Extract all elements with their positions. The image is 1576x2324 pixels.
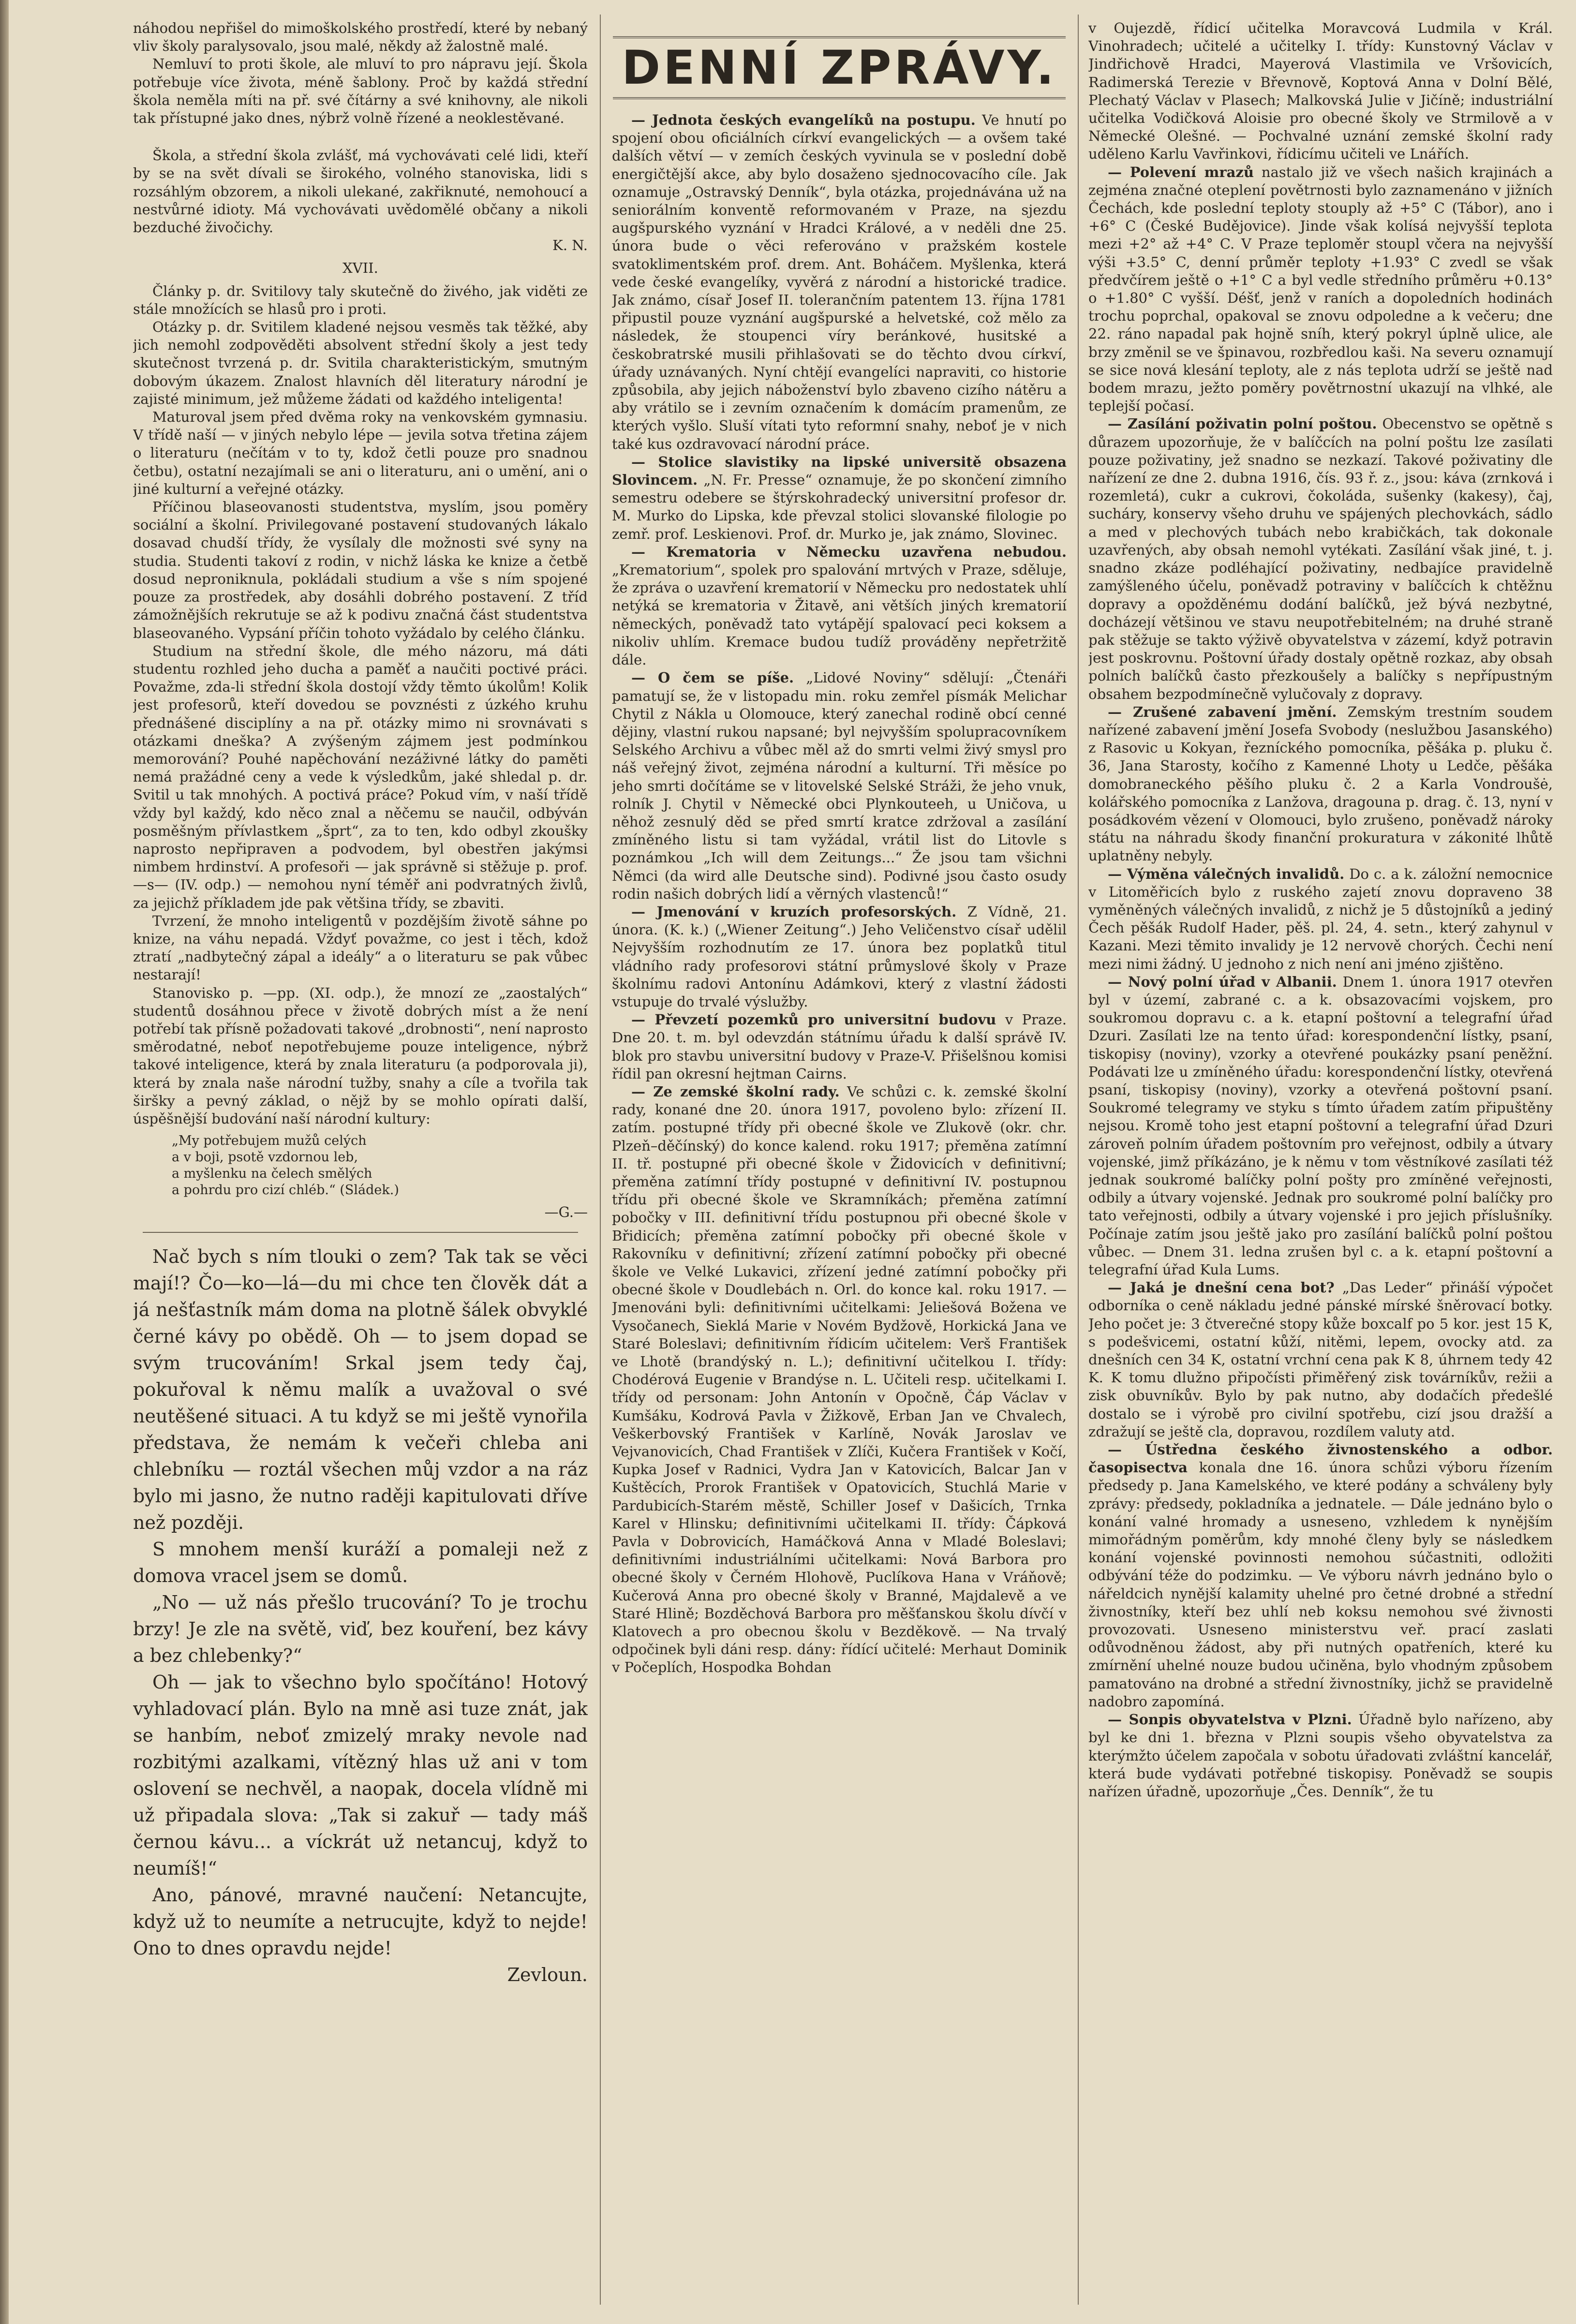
news-item <box>612 543 1067 669</box>
news-text: „N. Fr. Presse“ oznamuje, že po skončení zimního semestru odebere se štýrskohradecký universitní profesor dr. M. Murko do Lipska, kde převzal stolici slovanské filologie po zemř. prof. Leskienovi. Prof. dr. Murko je, jak známo, Slovinec. <box>612 472 1067 542</box>
news-item <box>612 669 1067 903</box>
section-masthead <box>612 36 1067 99</box>
news-item <box>612 111 1067 453</box>
news-heading: — Výměna válečných invalidů. <box>1108 865 1345 882</box>
news-heading: — Ústředna českého živnostenského a odbor. časopisectva <box>1088 1441 1553 1476</box>
column-rule <box>1078 15 1079 2305</box>
signature: K. N. <box>552 237 588 254</box>
news-text: konala dne 16. února schůzi výboru řízením předsedy p. Jana Kamelského, ve které podány a schváleny byly zprávy: předsedy, pokladníka a jednatele. — Dále jednáno bylo o konání valné hromady a usneseno, vzhledem k nynějším mimořádným poměrům, kdy mnohé členy byly se následkem konání vojenské povinnosti nemohou súčastniti, odložiti odbývání téže do podzimku. — Ve výboru návrh jednáno bylo o nářeldcich nynější kalamity uhelné pro četné drobné a střední živnostníky, kteří bez uhlí neb koksu nemohou své živnosti provozovati. Usneseno ministerstvu veř. prací zaslati odůvodněnou žádost, aby při nutných opatřeních, které ku zmírnění uhelné nouze budou učiněna, bylo vhodným způsobem pamatováno na drobné a střední živnostníky, jichž se pravidelně nadobro zapomíná. <box>1088 1459 1553 1710</box>
news-item <box>612 1011 1067 1083</box>
news-text: v Oujezdě, řídicí učitelka Moravcová Ludmila v Král. Vinohradech; učitelé a učitelky I. třídy: Kunstovný Václav v Jindřichově Hradci, Mayerová Vlastimila ve Vršovicích, Radimerská Terezie v Břevnově, Koptová Anna v Dolní Bělé, Plechatý Václav v Plasech; Malkovská Julie v Jičíně; industriální učitelka Vodičková Aloisie pro obecné školy ve Strmilově a v Německé Olešné. — Pochvalné uznání zemské školní rady uděleno Karlu Vavřinkovi, řídicímu učiteli ve Lnářích. <box>1088 20 1553 163</box>
poem-quote <box>172 1133 588 1199</box>
news-heading: — Jaká je dnešní cena bot? <box>1108 1279 1335 1296</box>
section-number: XVII. <box>342 260 378 277</box>
news-text: „Lidové Noviny“ sdělují: „Čtenáři pamatují se, že v listopadu min. roku zemřel písmák Melichar Chytil z Nákla u Olomouce, který zanechal rodině obcí cenné dějiny, vlastní rukou napsané; byl nejvyšším spolupracovníkem Selského Archivu a vůbec měl až do smrti velmi živý smysl pro náš veřejný život, zejména národní a kulturní. Tři měsíce po jeho smrti dočítáme se v litovelské Selské Stráži, že jeho vnuk, rolník J. Chytil v Německé obci Plynkouteeh, u Uničova, u něhož zesnulý děd se před smrtí kratce zdržoval a zasílání zmíněného listu si tam vyžádal, vrátil list do Litovle s poznámkou „Ich will dem Zeitungs...“ Že jsou tam všichni Němci (da wird alle Deutsche sind). Podivné jsou často osudy rodin našich dobrých lidí a věrných vlastenců!“ <box>612 669 1067 902</box>
news-text: v Praze. Dne 20. t. m. byl odevzdán státnímu úřadu k další správě IV. blok pro stavbu universitní budovy v Praze-V. Přišelšnou komisi řídil pan okresní hejtman Cairns. <box>612 1011 1067 1082</box>
poem-line: a myšlenku na čelech smělých <box>172 1166 372 1182</box>
news-text: Ve hnutí po spojení obou oficiálních církví evangelických — a ovšem také dalších větví — v zemích českých vyvinula se v poslední době energičtější akce, aby bylo dosaženo sjednocovacího cíle. Jak oznamuje „Ostravský Denník“, byla otázka, projednávána už na seniorálním konventě reformovaném v Praze, na sjezdu augšpurského vyznání v Hradci Králové, a v neděli dne 25. února bude o věci referováno v pražském kostele svatoklimentském prof. drem. Ant. Boháčem. Myšlenka, která vede české evangelíky, vyvěrá z národní a historické tradice. Jak známo, císař Josef II. tolerančním patentem 13. října 1781 připustil pouze vyznání augšpurské a helvetské, což mělo za následek, že stoupenci víry beránkové, husitské a českobratrské musili přihlašovati se do těchto dvou církví, úřady uznávaných. Nyní chtějí evangelíci napraviti, co historie způsobila, aby jejich náboženství bylo zbaveno cizího nátěru a aby vrátilo se i zevním označením k domácím pramenům, ze kterých vyšlo. Sluší vítati tyto reformní snahy, neboť je v nich také kus ozdravovací národní práce. <box>612 112 1067 452</box>
paragraph: Články p. dr. Svitilovy taly skutečně do živého, jak viděti ze stále množících se hlasů pro i proti. <box>133 282 588 317</box>
paragraph: Maturoval jsem před dvěma roky na venkovském gymnasiu. V třídě naší — v jiných nebylo lépe — jevila sotva třetina zájem o literaturu (nečítám v to ty, kdož četli pouze pro snadnou četbu), ostatní nezajímali se ani o literaturu, ani o umění, ani o jiné kulturní a veřejné otázky. <box>133 409 588 497</box>
news-item <box>1088 163 1553 415</box>
news-text: „Krematorium“, spolek pro spalování mrtvých v Praze, sděluje, že zpráva o uzavření krematorií v Německu pro nedostatek uhlí netýká se krematoria v Žitavě, ani větších jiných krematorií německých, poněvadž tato vytápějí spalovací peci koksem a nikoliv uhlím. Kremace budou tudíž prováděny nepřetržitě dále. <box>612 562 1067 668</box>
news-item <box>1088 1279 1553 1441</box>
news-heading: — Krematoria v Německu uzavřena nebudou. <box>631 543 1067 560</box>
news-item <box>1088 865 1553 973</box>
paragraph: Nač bych s ním tlouki o zem? Tak tak se věci mají!? Čo—ko—lá—du mi chce ten člověk dát a já nešťastník mám doma na plotně šálek obvyklé černé kávy po obědě. Oh — to jsem dopad se svým trucováním! Srkal jsem tedy čaj, pokuřoval k němu malík a uvažoval o své neutěšené situaci. A tu když se mi ještě vynořila představa, že nemám k večeři chleba ani chlebníku — roztál všechen můj vzdor a na ráz bylo mi jasno, že nutno raději kapitulovati dříve než později. <box>133 1246 588 1534</box>
separator-rule <box>143 1232 578 1233</box>
column-left <box>133 19 588 2305</box>
news-heading: — Jmenování v kruzích profesorských. <box>631 903 957 920</box>
news-heading: — Zasílání poživatin polní poštou. <box>1108 415 1377 432</box>
news-text: Ve schůzi c. k. zemské školní rady, konané dne 20. února 1917, povoleno bylo: zřízení II. zatím. postupné třídy při obecné škole ve Zlukově (okr. chr. Plzeň–děčínský) do konce kalend. roku 1917; přeměna zatímní II. tř. postupné při obecné škole v Židovicích v definitivní; přeměna zatímní třídy postupné v definitivní IV. postupnou třídu při obecné škole ve Skramníkách; přeměna zatímní pobočky v III. definitivní třídu postupnou při obecné škole v Břidicích; přeměna zatímní pobočky při obecné škole v Rakovníku v definitivní; zřízení zatímní pobočky při obecné škole ve Velké Lukavici, zřízení jedné zatímní pobočky při obecné škole v Doudlebách n. Orl. do konce kal. roku 1917. — Jmenováni byli: definitivními učitelkami: Jeliešová Božena ve Vysočanech, Sieklá Marie v Novém Bydžově, Horkická Jana ve Staré Boleslavi; definitivním řídicím učitelem: Verš František ve Lhotě (brandýský n. L.); definitivní učitelkou I. třídy: Chodérová Eugenie v Brandýse n. L. Učiteli resp. učitelkami I. třídy od personam: John Antonín v Opočně, Čáp Václav v Kumšáku, Kodrová Pavla v Žižkově, Erban Jan ve Chvalech, Veškerbovský František v Karlíně, Novák Jaroslav ve Vejvanovicích, Chad František v Zlíči, Kučera František v Kočí, Kupka Josef v Radnici, Vydra Jan v Katovicích, Balcar Jan v Kuštěcích, Prorok František v Opatovicích, Stuchlá Marie v Pardubicích-Starém městě, Schiller Josef v Dašicích, Trnka Karel v Hlinsku; definitivními učitelkami II. třídy: Čápková Pavla v Dobrovicích, Hamáčková Anna v Mladé Boleslavi; definitivními industriálními učitelkami: Nová Barbora pro obecné školy v Černém Hlohově, Puclíkova Hana v Vráňově; Kučerová Anna pro obecné školy v Branné, Majdalevě a ve Staré Hlině; Bozděchová Barbora pro měšťanskou školu dívčí v Klatovech a pro obecnou školu v Bezděkově. — Na trvalý odpočinek byli dáni resp. dány: řídící učitelé: Merhaut Dominik v Počeplích, Hospodka Bohdan <box>612 1083 1067 1676</box>
paragraph: Nemluví to proti škole, ale mluví to pro nápravu její. Škola potřebuje více života, méně šablony. Proč by každá střední škola neměla míti na př. své čítárny a své knihovny, ale nikoli tak přístupné jako dnes, nýbrž volně řízené a neoklestěvané. <box>133 56 588 127</box>
news-heading: — Zrušené zabavení jmění. <box>1108 703 1337 720</box>
poem-line: a v boji, psotě vzdornou leb, <box>172 1150 358 1165</box>
news-heading: — Stolice slavistiky na lipské universitě obsazena Slovincem. <box>612 453 1067 488</box>
poem-line: a pohrdu pro cizí chléb.“ (Sládek.) <box>172 1183 399 1198</box>
signature: —G.— <box>544 1204 588 1221</box>
paragraph: „No — už nás přešlo trucování? To je trochu brzy! Je zle na světě, viď, bez kouření, bez kávy a bez chlebenky?“ <box>133 1592 588 1667</box>
news-text: nastalo již ve všech našich krajinách a zejména značné oteplení povětrnosti bylo zaznamenáno v jižních Čechách, kde poslední teploty stouply až +5° C (Tábor), ano i +6° C (České Budějovice). Jinde však kolísá nejvyšší teplota mezi +2° až +4° C. V Praze teploměr stoupl včera na nejvyšší výši +3.5° C, denní průměr teploty +1.93° C zvedl se však předvčírem ještě o +1° C a byl vedle středního průměru +0.13° o +1.80° C vyšší. Déšť, jenž v raních a dopoledních hodinách trochu poprchal, opakoval se znovu odpoledne a k večeru; dne 22. ráno napadal pak hojně sníh, který pokryl úplně ulice, ale brzy změnil se ve špinavou, rozbředlou kaši. Na severu oznamují se sice nová klesání teploty, ale z nás teplota udrží se ještě nad bodem mrazu, ježto poměry povětrnostní ukazují na vlhké, ale teplejší počasí. <box>1088 163 1553 414</box>
signature: Zevloun. <box>507 1964 588 1986</box>
news-text: Do c. a k. záložní nemocnice v Litoměřicích bylo z ruského zajetí znovu dopraveno 38 vyměněných válečných invalidů, z nichž je 5 důstojníků a jediný Čech pěšák Rudolf Hader, pěš. pl. 24, 4. setn., který zahynul v Kazani. Mezi těmito invalidy je 12 nervově chorých. Čechi není mezi nimi žádný. U jednoho z nich není ani jméno zjištěno. <box>1088 865 1553 972</box>
paragraph: Ano, pánové, mravné naučení: Netancujte, když už to neumíte a netrucujte, když to nejde! Ono to dnes opravdu nejde! <box>133 1884 588 1959</box>
column-rule <box>600 15 601 2305</box>
news-heading: — O čem se píše. <box>631 669 794 686</box>
news-text: Úřadně bylo nařízeno, aby byl ke dni 1. března v Plzni soupis všeho obyvatelstva za kterýmžto účelem započala v sobotu úřadovati zvláštní kancelář, která bude vydávati potřebné tiskopisy. Poněvadž se soupis nařízen úřadně, upozorňuje „Čes. Denník“, že tu <box>1088 1711 1553 1800</box>
paragraph: Studium na střední škole, dle mého názoru, má dáti studentu rozhled jeho ducha a paměť a naučiti poctivé práci. Považme, zda-li střední škola dostojí vždy těmto úkolům! Kolik jest profesorů, kteří dovedou se povznésti z úzkého kruhu přednášené disciplíny a na př. otázky mimo ni srovnávati s otázkami dneška? A zvýšeným zájmem jest podmínkou memorování? Pouhé napěchování nezáživné látky do paměti nemá pražádné ceny a vede k výsledkům, jaké shledal p. dr. Svitil u tak mnohých. A poctivá práce? Pokud vím, v naší třídě vždy byl každý, kdo něco znal a něčemu se naučil, odbýván posměšným přívlastkem „šprt“, za to ten, kdo odbyl zkoušky naprosto nepřipraven a podvodem, byl obestřen jakýmsi nimbem hrdinství. A profesoři — jak správně si stěžuje p. prof. —s— (IV. odp.) — nemohou nyní téměř ani podvratných živlů, za jejichž příkladem jde pak většina třídy, se zbaviti. <box>133 642 588 911</box>
column-middle <box>612 19 1067 2305</box>
news-heading: — Nový polní úřad v Albanii. <box>1108 973 1337 990</box>
news-text: Dnem 1. února 1917 otevřen byl v území, zabrané c. a k. obsazovacími vojskem, pro soukromou dopravu c. a k. etapní poštovní a telegrafní úřad Dzuri. Zasílati lze na tento úřad: korespondenční lístky, psaní, tiskopisy (noviny), vzorky a otevřené poukázky psaní peněžní. Podávati lze u zmíněného úřadu: korespondenční lístky, otevřená psaní, tiskopisy (noviny), vzorky a otevřená poštovní psaní. Soukromé telegramy ve styku s tímto úřadem zatím připuštěny nejsou. Kromě toho jest etapní poštovní a telegrafní úřad Dzuri zároveň polním úřadem poštovním pro veřejnost, odbily a útvary vojenské, jimž příkázáno, je k němu v tom věstníkové zasílati též jednak soukromé balíčky polní pošty pro zmíněné veřejnosti, odbily a útvary vojenské. Jednak pro soukromé polní balíčky pro tato veřejnosti, odbily a útvary vojenské i pro jejich příslušníky. Počínaje zatím jsou ještě jako pro zasílání balíčků polní poštou vůbec. — Dnem 31. ledna zrušen byl c. a k. etapní poštovní a telegrafní úřad Kula Lums. <box>1088 973 1553 1278</box>
news-item <box>1088 703 1553 865</box>
news-heading: — Jednota českých evangelíků na postupu. <box>631 112 976 128</box>
paragraph: Oh — jak to všechno bylo spočítáno! Hotový vyhladovací plán. Bylo na mně asi tuze znát, jak se hanbím, neboť zmizelý mraky nevole nad rozbitými azalkami, vítězný hlas už ani v tom oslovení se nechvěl, a naopak, docela vlídně mi už připadala slova: „Tak si zakuř — tady máš černou kávu... a víckrát už netancuj, když to neumíš!“ <box>133 1672 588 1880</box>
paragraph: Otázky p. dr. Svitilem kladené nejsou vesměs tak těžké, aby jich nemohl zodpověděti absolvent střední školy a jest tedy skutečnost tvrzená p. dr. Svitila charakteristickým, smutným dobovým úkazem. Znalost hlavních děl literatury národní je zajisté minimum, jež můžeme žádati od každého inteligenta! <box>133 319 588 407</box>
news-item <box>612 1083 1067 1677</box>
news-heading: — Polevení mrazů <box>1108 163 1254 180</box>
masthead-title: DENNÍ ZPRÁVY. <box>613 36 1065 99</box>
column-right <box>1088 19 1553 2305</box>
news-heading: — Převzetí pozemků pro universitní budovu <box>631 1011 996 1028</box>
binding-edge <box>0 0 9 2324</box>
news-item <box>612 453 1067 543</box>
news-heading: — Sonpis obyvatelstva v Plzni. <box>1108 1711 1352 1728</box>
news-heading: — Ze zemské školní rady. <box>631 1083 840 1100</box>
news-text: Zemským trestním soudem nařízené zabavení jmění Josefa Svobody (neslužbou Jasanského) z Rasovic u Kokyan, řezníckého pomocníka, pěšáka p. pluku č. 36, Jana Starosty, kočího z Kamenné Lhoty u Ledče, pěšáka domobraneckého pěšího pluku č. 2 a Karla Vondroušė, kolářského pomocníka z Lanžova, dragouna p. drag. č. 13, nyní v posádkovém vězení v Olomouci, bylo zrušeno, poněvadž nároky státu na náhradu škody finanční prokuratura v zákonité lhůtě uplatněny nebyly. <box>1088 703 1553 864</box>
paragraph: Stanovisko p. —pp. (XI. odp.), že mnozí ze „zaostalých“ studentů dosáhnou přece v životě dobrých míst a že není potřebí tak přísně požadovati takové „drobnosti“, není naprosto směrodatné, neboť nepotřebujeme pouze inteligence, nýbrž takové inteligence, která by znala literaturu (a podporovala ji), která by znala naše národní tužby, snahy a cíle a tvořila tak širšky a pevný základ, o nějž by se mohlo opírati další, úspěšnější budování naší národní kultury: <box>133 984 588 1127</box>
paragraph: Příčinou blaseovanosti studentstva, myslím, jsou poměry sociální a školní. Privilegované postavení studovaných lákalo dosavad chudší třídy, že vysílaly dle možnosti své syny na studia. Studenti takoví z rodin, v nichž láska ke knize a četbě dosud neproniknula, pokládali studium a vše s ním spojené pouze za prostředek, aby dosáhli dobrého postavení. Z tříd zámožnějších rekrutuje se až k podivu značná část studentstva blaseovaného. Vypsání příčin tohoto vyžádalo by celého článku. <box>133 499 588 641</box>
news-item <box>612 903 1067 1011</box>
news-item <box>1088 973 1553 1279</box>
paragraph: Škola, a střední škola zvlášť, má vychovávati celé lidi, kteří by se na svět dívali se širokého, volného stanoviska, lidi s rozsáhlým obzorem, a nikoli ulekané, zakřiknuté, nemohoucí a nestvůrné idioty. Má vychovávati uvědomělé občany a nikoli bezduché živočichy. <box>133 147 588 236</box>
news-item <box>1088 415 1553 703</box>
paragraph: Tvrzení, že mnoho inteligentů v pozdějším životě sáhne po knize, na váhu nepadá. Vždyť považme, co jest i těch, kdož ztratí „nadbytečný zápal a ideály“ a o literaturu se pak vůbec nestarají! <box>133 912 588 983</box>
news-item <box>1088 1711 1553 1801</box>
news-text: Z Vídně, 21. února. (K. k.) („Wiener Zeitung“.) Jeho Veličenstvo císař udělil Nejvyšším rozhodnutím ze 17. února bez poplatků titul vládního rady profesorovi státní průmyslové školy v Praze školnímu radovi Antonínu Adámkovi, který z vlastní žádosti vstupuje do trvalé výslužby. <box>612 903 1067 1010</box>
news-text: Obecenstvo se opětně s důrazem upozorňuje, že v balíčcích na polní poštu lze zasílati pouze poživatiny, jež snadno se nezkazí. Takové poživatiny dle nařízení ze dne 2. dubna 1916, čís. 93 ř. z., jsou: káva (zrnková i rozemletá), cukr a cukrovi, čokoláda, sušenky (kakesy), čaj, sucháry, konservy všeho druhu ve spájených plechovkách, sádlo a med v plechových tubách nebo krabičkách, tak dokonale uzavřených, aby obsah nemohl vytékati. Zasílání však jiné, t. j. snadno zkáze podléhající poživatiny, nedbajíce pravidelně zamýšleného účelu, poněvadž potraviny v balíčcích k chtěžnu dopravy a opožděnému dodání balíčků, jež bývá nezbytné, docházejí většinou ve stavu neupotřebitelném; na druhé straně pak stěžuje se takto výživě obyvatelstva v zázemí, když potravin jest poskrovnu. Poštovní úřady dostaly opětně rozkaz, aby obsah polních balíčků často přezkoušely a balíčky s nepřípustným obsahem bezpodmínečně vylučovaly z dopravy. <box>1088 415 1553 702</box>
paragraph: S mnohem menší kuráží a pomaleji než z domova vracel jsem se domů. <box>133 1539 588 1587</box>
news-item <box>1088 1441 1553 1711</box>
news-text: „Das Leder“ přináší výpočet odborníka o ceně nákladu jedné pánské mírské šněrovací botky. Jeho počet je: 3 čtverečné stopy kůže boxcalf po 5 kor. jest 15 K, s podešvicemi, ostatní kůží, nitěmi, lepem, ovocky atd. za dnešních cen 34 K, ostatní vrchní cena pak K 8, úhrnem tedy 42 K. K tomu dlužno připočísti přiměřený zisk továrníkův, režii a zisk obuvníkův. Bylo by pak nutno, aby dodačích předešlé dostalo se i výrobě pro civilní spotřebu, cizí jsou dražší a zdražují se ještě cla, dopravou, rozdílem valuty atd. <box>1088 1279 1553 1440</box>
poem-line: „My potřebujem mužů celých <box>172 1133 367 1149</box>
paragraph: náhodou nepřišel do mimoškolského prostředí, které by nebaný vliv školy paralysovalo, jsou malé, někdy až žalostně malé. <box>133 20 588 55</box>
